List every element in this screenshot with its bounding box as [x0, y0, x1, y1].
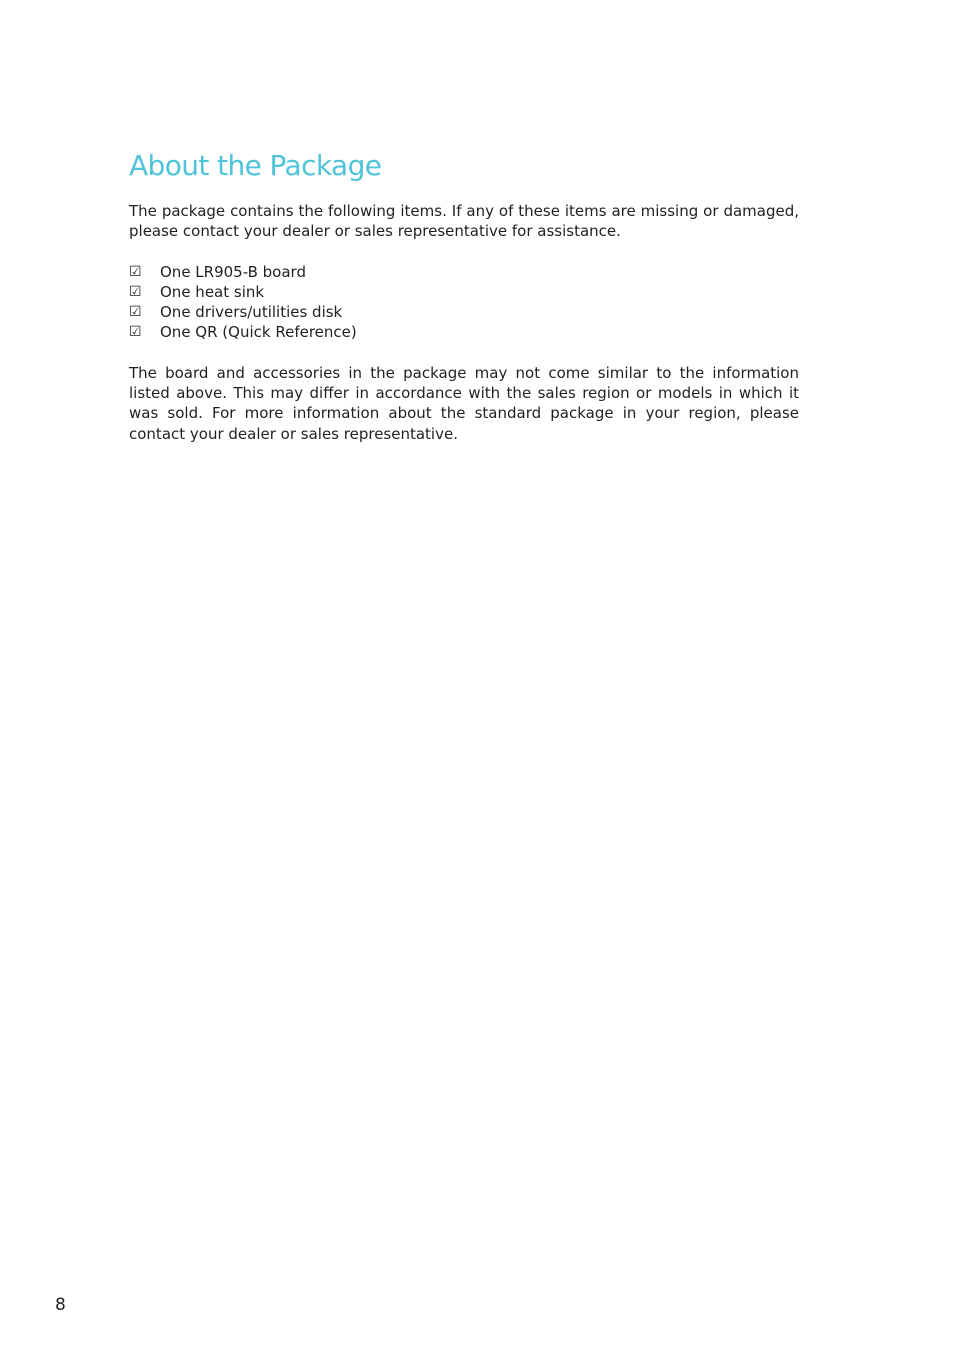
checked-box-icon: ☑: [129, 324, 142, 341]
page-title: About the Package: [129, 149, 382, 182]
checked-box-icon: ☑: [129, 263, 142, 280]
checked-box-icon: ☑: [129, 304, 142, 321]
outro-paragraph: The board and accessories in the package may not come similar to the information listed above. This may differ in accordance with the sales region or models in which it was sold. For more information about the standard package in your region, please contact your dealer or sales representative.: [129, 363, 799, 443]
list-item: [129, 302, 799, 322]
page-number: 8: [55, 1295, 66, 1315]
list-item: [129, 322, 799, 342]
checked-box-icon: ☑: [129, 283, 142, 300]
list-item-label: One QR (Quick Reference): [160, 323, 357, 342]
package-contents-list: [129, 262, 799, 343]
page-content: [129, 146, 799, 444]
list-item-label: One LR905-B board: [160, 262, 306, 281]
list-item: [129, 262, 799, 282]
intro-paragraph: The package contains the following items. If any of these items are missing or damaged, please contact your dealer or sales representative for assistance.: [129, 202, 799, 241]
list-item-label: One heat sink: [160, 282, 265, 301]
list-item-label: One drivers/utilities disk: [160, 303, 343, 322]
list-item: [129, 282, 799, 302]
